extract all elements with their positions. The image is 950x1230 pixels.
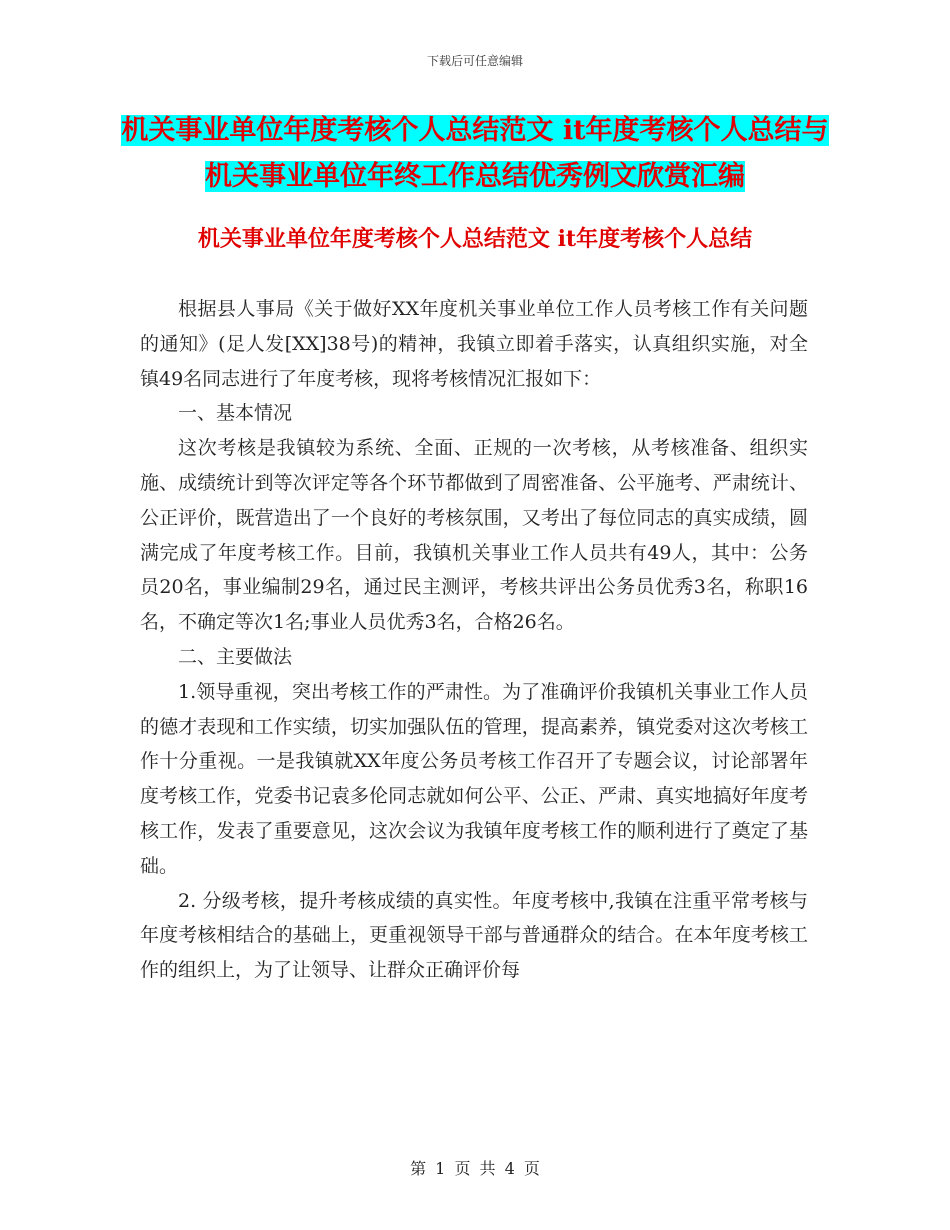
paragraph: 根据县人事局《关于做好XX年度机关事业单位工作人员考核工作有关问题的通知》(足人发[XX]38号)的精神，我镇立即着手落实，认真组织实施，对全镇49名同志进行了年度考核，现将考核情况汇报如下：	[140, 298, 808, 390]
document-title-text: 机关事业单位年度考核个人总结范文 it年度考核个人总结与机关事业单位年终工作总结优秀例文欣赏汇编	[121, 115, 829, 192]
paragraph: 一、基本情况	[178, 402, 293, 425]
document-title	[120, 108, 830, 200]
section-title: 机关事业单位年度考核个人总结范文 it年度考核个人总结	[197, 226, 753, 252]
page-footer: 第 1 页 共 4 页	[410, 1159, 540, 1178]
paragraph: 2. 分级考核，提升考核成绩的真实性。年度考核中,我镇在注重平常考核与年度考核相结合的基础上，更重视领导干部与普通群众的结合。在本年度考核工作的组织上，为了让领导、让群众正确评价每	[140, 889, 808, 982]
body-text	[140, 292, 808, 988]
paragraph: 二、主要做法	[178, 645, 293, 668]
paragraph: 1.领导重视，突出考核工作的严肃性。为了准确评价我镇机关事业工作人员的德才表现和工作实绩，切实加强队伍的管理，提高素养，镇党委对这次考核工作十分重视。一是我镇就XX年度公务员考核工作召开了专题会议，讨论部署年度考核工作，党委书记袁多伦同志就如何公平、公正、严肃、真实地搞好年度考核工作，发表了重要意见，这次会议为我镇年度考核工作的顺利进行了奠定了基础。	[140, 680, 808, 877]
paragraph: 这次考核是我镇较为系统、全面、正规的一次考核，从考核准备、组织实施、成绩统计到等次评定等各个环节都做到了周密准备、公平施考、严肃统计、公正评价，既营造出了一个良好的考核氛围，又考出了每位同志的真实成绩，圆满完成了年度考核工作。目前，我镇机关事业工作人员共有49人，其中：公务员20名，事业编制29名，通过民主测评，考核共评出公务员优秀3名，称职16名，不确定等次1名;事业人员优秀3名，合格26名。	[140, 437, 808, 634]
header-note: 下载后可任意编辑	[426, 54, 523, 68]
